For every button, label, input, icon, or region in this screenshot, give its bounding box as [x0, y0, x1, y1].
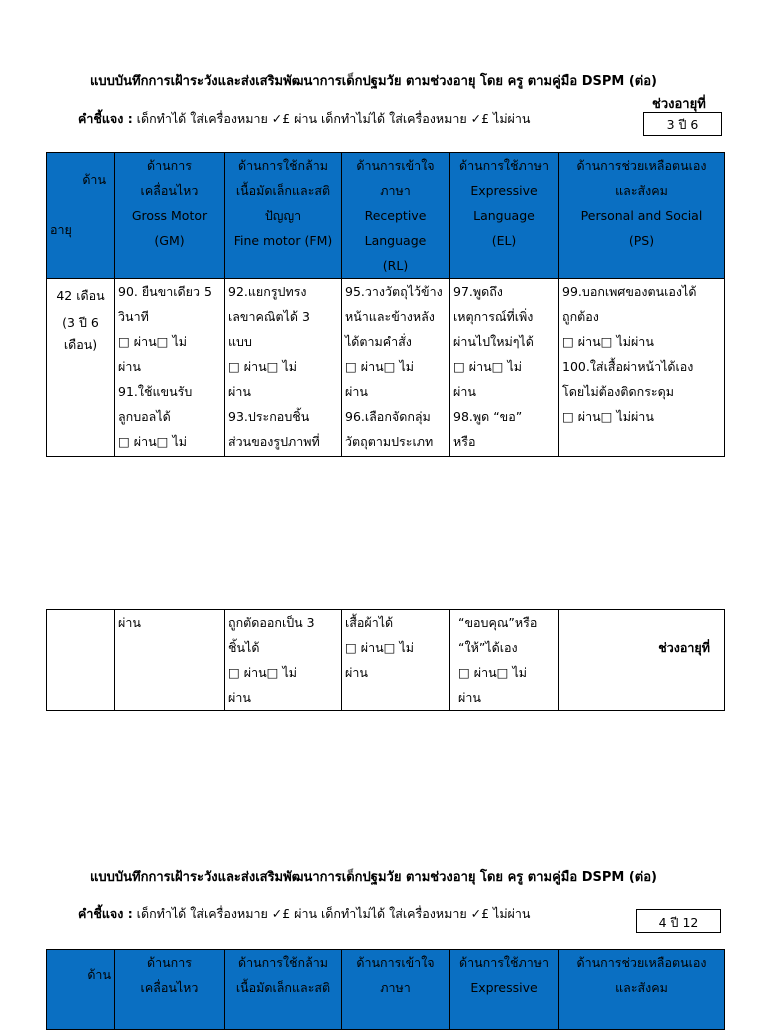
cell-text-line: ด้านการ	[147, 158, 192, 173]
el-cell	[450, 279, 559, 457]
cell-text-line: Receptive	[364, 208, 427, 223]
instruction-label: คำชี้แจง :	[78, 111, 133, 126]
header-domain-age	[47, 153, 115, 279]
cell-text-line: (GM)	[154, 233, 185, 248]
cell-text-line: ด้านการช่วยเหลือตนเอง	[576, 955, 707, 970]
fm-cell	[225, 610, 342, 711]
header-gm	[115, 950, 225, 1030]
assessment-table-1	[46, 152, 725, 457]
cell-text-line: (EL)	[491, 233, 517, 248]
cell-text-line: ถูกต้อง	[562, 309, 599, 324]
cell-text-line: เหตุการณ์ที่เพิ่ง	[453, 309, 534, 324]
age-range-label: ช่วงอายุที่	[658, 640, 710, 655]
cell-text-line: “ขอบคุณ”หรือ	[458, 615, 538, 630]
cell-text-line: ถูกตัดออกเป็น 3	[228, 615, 315, 630]
ps-pass-checkbox[interactable]: □ ผ่าน□ ไม่ผ่าน	[562, 334, 654, 349]
header-age-label: อายุ	[50, 222, 72, 237]
cell-text-line: 92.แยกรูปทรง	[228, 284, 307, 299]
el-cell	[450, 610, 559, 711]
cell-text-line: เนื้อมัดเล็กและสติ	[235, 183, 331, 198]
cell-text-line: แบบ	[228, 334, 252, 349]
cell-text-line: ด้านการใช้กล้าม	[237, 158, 329, 173]
cell-text-line: เคลื่อนไหว	[140, 183, 199, 198]
age-cell	[47, 610, 115, 711]
cell-text-line: ผ่าน	[118, 615, 141, 630]
cell-text-line: 95.วางวัตถุไว้ข้าง	[345, 284, 443, 299]
header-rl	[342, 153, 450, 279]
cell-text-line: ด้านการช่วยเหลือตนเอง	[576, 158, 707, 173]
cell-text-line: 90. ยืนขาเดียว 5	[118, 284, 212, 299]
rl-pass-checkbox[interactable]: □ ผ่าน□ ไม่	[345, 640, 414, 655]
cell-text-line: 93.ประกอบชิ้น	[228, 409, 310, 424]
cell-text-line: ปัญญา	[264, 208, 302, 223]
table-header-row	[47, 950, 725, 1030]
table-header-row	[47, 153, 725, 279]
cell-text-line: ภาษา	[380, 183, 411, 198]
gm-cell	[115, 279, 225, 457]
header-ps	[559, 153, 725, 279]
cell-text-line: ผ่าน	[345, 384, 368, 399]
cell-text-line: เดือน)	[63, 337, 98, 352]
cell-text-line: Expressive	[470, 980, 538, 995]
assessment-table-continuation	[46, 609, 725, 711]
age-value-box: 4 ปี 12	[636, 909, 721, 933]
rl-cell	[342, 279, 450, 457]
fm-pass-checkbox[interactable]: □ ผ่าน□ ไม่	[228, 665, 297, 680]
header-fm	[225, 950, 342, 1030]
fm-cell	[225, 279, 342, 457]
cell-text-line: Language	[473, 208, 535, 223]
cell-text-line: วัตถุตามประเภท	[345, 434, 434, 449]
cell-text-line: หรือ	[453, 434, 476, 449]
cell-text-line: และสังคม	[615, 980, 668, 995]
cell-text-line: ภาษา	[380, 980, 411, 995]
el-pass-checkbox[interactable]: □ ผ่าน□ ไม่	[458, 665, 527, 680]
cell-text-line: ด้านการเข้าใจ	[356, 955, 435, 970]
instruction-label: คำชี้แจง :	[78, 906, 133, 921]
cell-text-line: 100.ใส่เสื้อผ่าหน้าได้เอง	[562, 359, 694, 374]
cell-text-line: ผ่าน	[458, 690, 481, 705]
cell-text-line: เสื้อผ้าได้	[345, 615, 394, 630]
cell-text-line: ด้านการใช้ภาษา	[458, 955, 550, 970]
cell-text-line: ผ่าน	[345, 665, 368, 680]
cell-text-line: 98.พูด “ขอ”	[453, 409, 523, 424]
cell-text-line: ผ่านไปใหม่ๆได้	[453, 334, 534, 349]
cell-text-line: ส่วนของรูปภาพที่	[228, 434, 320, 449]
cell-text-line: ได้ตามคำสั่ง	[345, 334, 412, 349]
header-ps	[559, 950, 725, 1030]
cell-text-line: Gross Motor	[131, 208, 208, 223]
cell-text-line: Language	[364, 233, 427, 248]
cell-text-line: 97.พูดถึง	[453, 284, 503, 299]
cell-text-line: 96.เลือกจัดกลุ่ม	[345, 409, 431, 424]
rl-pass-checkbox[interactable]: □ ผ่าน□ ไม่	[345, 359, 414, 374]
age-value-box: 3 ปี 6	[643, 112, 722, 136]
cell-text-line: (PS)	[628, 233, 655, 248]
header-domain-label: ด้าน	[82, 172, 106, 187]
fm-pass-checkbox[interactable]: □ ผ่าน□ ไม่	[228, 359, 297, 374]
cell-text-line: ชิ้นได้	[228, 640, 260, 655]
form-title: แบบบันทึกการเฝ้าระวังและส่งเสริมพัฒนาการเด็กปฐมวัย ตามช่วงอายุ โดย ครู ตามคู่มือ DSPM (ต่อ)	[90, 74, 657, 89]
cell-text-line: (RL)	[382, 258, 409, 273]
cell-text-line: ผ่าน	[228, 690, 251, 705]
form-title: แบบบันทึกการเฝ้าระวังและส่งเสริมพัฒนาการเด็กปฐมวัย ตามช่วงอายุ โดย ครู ตามคู่มือ DSPM (ต่อ)	[90, 870, 657, 885]
cell-text-line: โดยไม่ต้องติดกระดุม	[562, 384, 674, 399]
cell-text-line: 99.บอกเพศของตนเองได้	[562, 284, 697, 299]
header-el	[450, 950, 559, 1030]
cell-text-line: 42 เดือน	[56, 288, 105, 303]
cell-text-line: “ให้”ได้เอง	[458, 640, 518, 655]
cell-text-line: Fine motor (FM)	[233, 233, 333, 248]
instruction-text: เด็กทำได้ ใส่เครื่องหมาย ✓£ ผ่าน เด็กทำไม่ได้ ใส่เครื่องหมาย ✓£ ไม่ผ่าน	[132, 906, 531, 921]
gm-cell	[115, 610, 225, 711]
header-rl	[342, 950, 450, 1030]
age-cell	[47, 279, 115, 457]
header-el	[450, 153, 559, 279]
cell-text-line: (3 ปี 6	[62, 315, 99, 330]
rl-cell	[342, 610, 450, 711]
cell-text-line: ผ่าน	[228, 384, 251, 399]
cell-text-line: 91.ใช้แขนรับ	[118, 384, 193, 399]
table-row	[47, 279, 725, 457]
cell-text-line: ผ่าน	[118, 359, 141, 374]
ps-pass-checkbox[interactable]: □ ผ่าน□ ไม่ผ่าน	[562, 409, 654, 424]
header-domain-label: ด้าน	[47, 950, 115, 1030]
cell-text-line: หน้าและข้างหลัง	[345, 309, 435, 324]
cell-text-line: เลขาคณิตได้ 3	[228, 309, 310, 324]
assessment-table-2	[46, 949, 725, 1030]
ps-cell	[559, 279, 725, 457]
cell-text-line: ด้านการ	[147, 955, 192, 970]
gm-pass-checkbox[interactable]: □ ผ่าน□ ไม่	[118, 334, 187, 349]
cell-text-line: Expressive	[470, 183, 538, 198]
age-range-label: ช่วงอายุที่	[652, 97, 706, 112]
table-row	[47, 610, 725, 711]
header-gm	[115, 153, 225, 279]
gm-pass-checkbox[interactable]: □ ผ่าน□ ไม่	[118, 434, 187, 449]
cell-text-line: ด้านการเข้าใจ	[356, 158, 435, 173]
cell-text-line: Personal and Social	[580, 208, 703, 223]
instruction-text: เด็กทำได้ ใส่เครื่องหมาย ✓£ ผ่าน เด็กทำไม่ได้ ใส่เครื่องหมาย ✓£ ไม่ผ่าน	[132, 111, 531, 126]
ps-cell	[559, 610, 725, 711]
cell-text-line: ผ่าน	[453, 384, 476, 399]
cell-text-line: เนื้อมัดเล็กและสติ	[235, 980, 331, 995]
cell-text-line: ด้านการใช้ภาษา	[458, 158, 550, 173]
instruction	[78, 109, 530, 129]
cell-text-line: และสังคม	[615, 183, 668, 198]
cell-text-line: ด้านการใช้กล้าม	[237, 955, 329, 970]
cell-text-line: เคลื่อนไหว	[140, 980, 199, 995]
cell-text-line: ลูกบอลได้	[118, 409, 171, 424]
cell-text-line: วินาที	[118, 309, 149, 324]
instruction	[78, 904, 530, 924]
el-pass-checkbox[interactable]: □ ผ่าน□ ไม่	[453, 359, 522, 374]
header-fm	[225, 153, 342, 279]
